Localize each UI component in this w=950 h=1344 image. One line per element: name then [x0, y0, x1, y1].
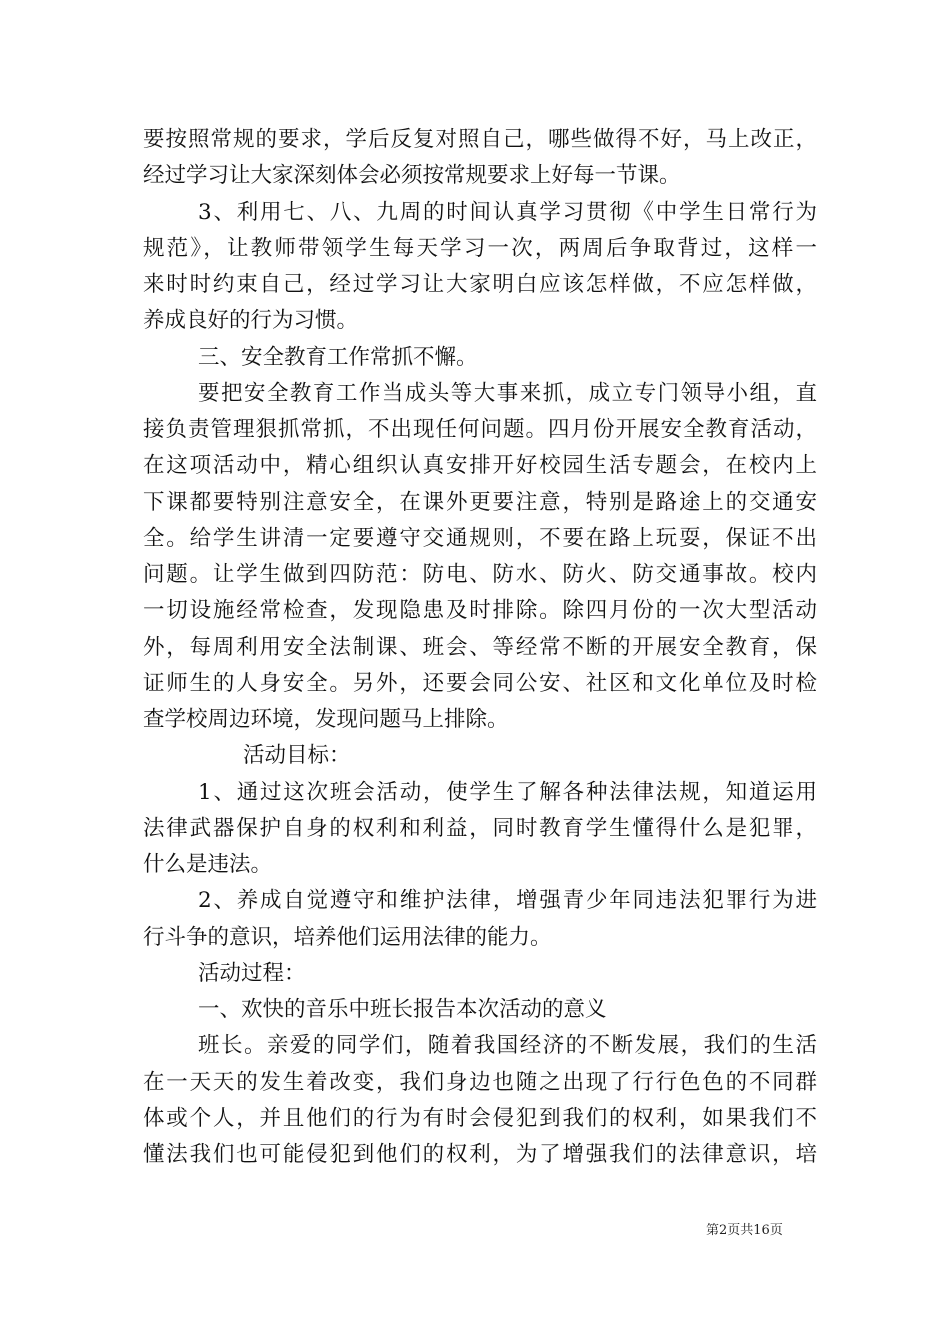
text-line: 问题。让学生做到四防范：防电、防水、防火、防交通事故。校内 [143, 562, 817, 587]
text-line: 3、利用七、八、九周的时间认真学习贯彻《中学生日常行为 [198, 199, 817, 225]
text-line: 1、通过这次班会活动，使学生了解各种法律法规，知道运用 [198, 779, 817, 805]
text-line: 下课都要特别注意安全，在课外更要注意，特别是路途上的交通安 [143, 489, 817, 515]
section-heading: 活动过程： [198, 960, 306, 986]
text-line: 行斗争的意识，培养他们运用法律的能力。 [143, 924, 552, 950]
text-line: 接负责管理狠抓常抓，不出现任何问题。四月份开展安全教育活动， [143, 417, 817, 442]
text-line: 养成良好的行为习惯。 [143, 308, 359, 334]
text-line: 外，每周利用安全法制课、班会、等经常不断的开展安全教育，保 [143, 634, 817, 660]
page-number-footer: 第2页共16页 [706, 1223, 783, 1238]
text-line: 要把安全教育工作当成头等大事来抓，成立专门领导小组，直 [198, 380, 817, 406]
text-line: 要按照常规的要求，学后反复对照自己，哪些做得不好，马上改正， [143, 127, 817, 152]
section-heading: 三、安全教育工作常抓不懈。 [198, 344, 478, 370]
text-line: 全。给学生讲清一定要遵守交通规则，不要在路上玩耍，保证不出 [143, 525, 817, 551]
text-line: 什么是违法。 [143, 852, 273, 877]
text-line: 经过学习让大家深刻体会必须按常规要求上好每一节课。 [143, 163, 681, 189]
text-line: 在这项活动中，精心组织认真安排开好校园生活专题会，在校内上 [143, 453, 817, 479]
document-body [143, 122, 817, 1173]
text-line: 规范》，让教师带领学生每天学习一次，两周后争取背过，这样一 [143, 235, 817, 261]
text-line: 在一天天的发生着改变，我们身边也随之出现了行行色色的不同群 [143, 1069, 817, 1095]
text-line: 一切设施经常检查，发现隐患及时排除。除四月份的一次大型活动 [143, 598, 817, 624]
text-line: 来时时约束自己，经过学习让大家明白应该怎样做，不应怎样做， [143, 272, 817, 297]
text-line: 法律武器保护自身的权利和利益，同时教育学生懂得什么是犯罪， [143, 815, 817, 841]
text-line: 懂法我们也可能侵犯到他们的权利，为了增强我们的法律意识，培 [143, 1142, 817, 1167]
text-line: 2、养成自觉遵守和维护法律，增强青少年同违法犯罪行为进 [198, 888, 817, 914]
text-line: 证师生的人身安全。另外，还要会同公安、社区和文化单位及时检 [143, 670, 817, 696]
section-heading: 一、欢快的音乐中班长报告本次活动的意义 [198, 997, 607, 1022]
text-line: 查学校周边环境，发现问题马上排除。 [143, 707, 509, 732]
section-heading: 活动目标： [243, 743, 351, 769]
text-line: 体或个人，并且他们的行为有时会侵犯到我们的权利，如果我们不 [143, 1105, 817, 1131]
text-line: 班长。亲爱的同学们，随着我国经济的不断发展，我们的生活 [198, 1033, 817, 1059]
